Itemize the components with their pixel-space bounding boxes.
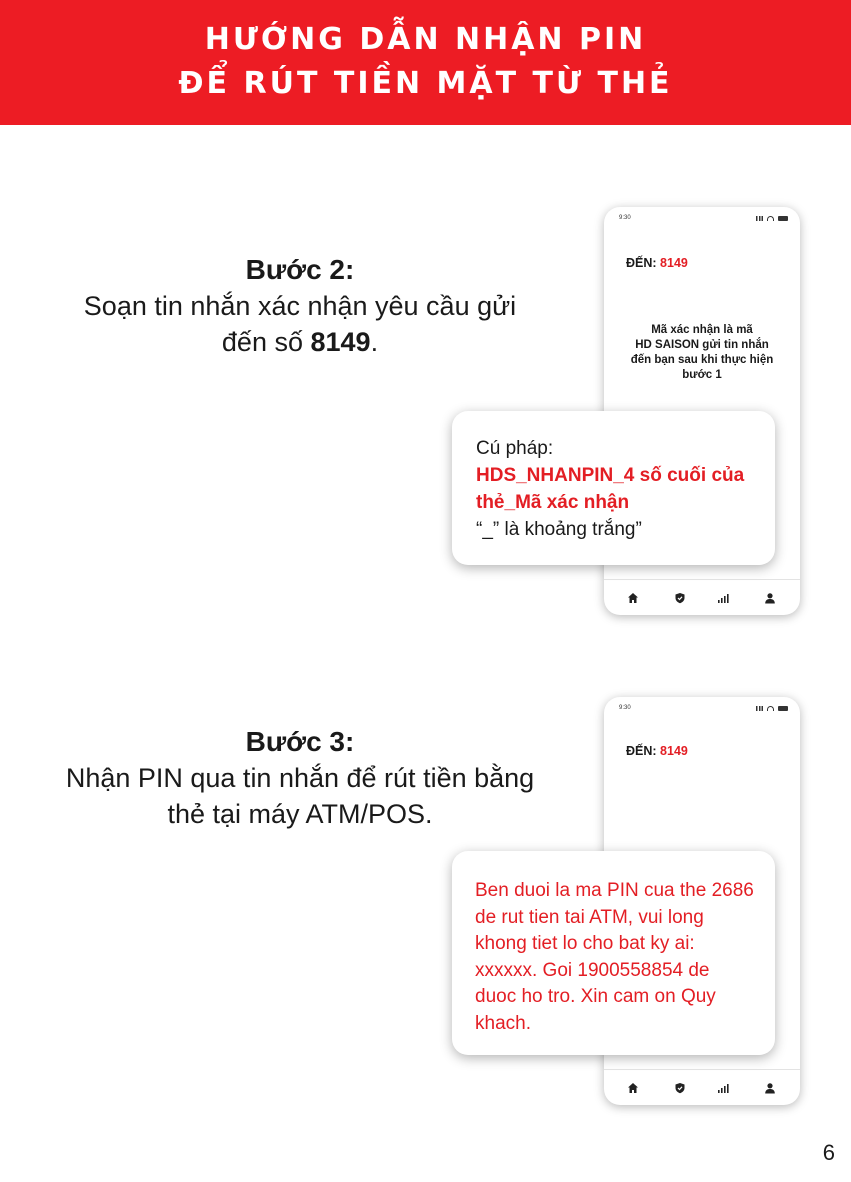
home-icon xyxy=(627,1082,639,1096)
signal-bars-icon xyxy=(756,706,763,711)
home-icon xyxy=(627,592,639,606)
note-line3: đến bạn sau khi thực hiện xyxy=(630,354,774,366)
recipient-label: ĐẾN: xyxy=(626,256,657,270)
step2-text-line2 xyxy=(40,324,560,360)
status-icons xyxy=(756,706,788,711)
status-bar xyxy=(604,207,800,229)
signal-icon xyxy=(717,1082,729,1096)
pin-message-line1: Ben duoi la ma PIN cua the 2686 xyxy=(475,880,754,901)
recipient-number: 8149 xyxy=(660,744,688,758)
status-time: 9:30 xyxy=(619,215,631,221)
pin-message-line3: khong tiet lo cho bat ky ai: xyxy=(475,933,695,954)
recipient-label: ĐẾN: xyxy=(626,744,657,758)
syntax-line1: HDS_NHANPIN_4 số cuối của xyxy=(476,465,745,486)
user-icon xyxy=(764,1082,776,1096)
syntax-hint: “_” là khoảng trắng” xyxy=(476,519,642,540)
step2-heading: Bước 2: xyxy=(245,254,355,285)
note-line2: HD SAISON gửi tin nhắn xyxy=(635,339,769,351)
pin-message-line2: de rut tien tai ATM, vui long xyxy=(475,906,704,928)
step2-text-line1: Soạn tin nhắn xác nhận yêu cầu gửi xyxy=(83,291,517,321)
phone-bottom-nav xyxy=(604,579,800,615)
step3-heading: Bước 3: xyxy=(245,726,355,757)
shield-icon xyxy=(674,1082,686,1096)
status-icons xyxy=(756,216,788,221)
pin-message-line6: khach. xyxy=(475,1012,531,1034)
shield-icon xyxy=(674,592,686,606)
status-bar xyxy=(604,697,800,719)
note-line4: bước 1 xyxy=(682,369,722,381)
note-line1: Mã xác nhận là mã xyxy=(651,324,753,336)
user-icon xyxy=(764,592,776,606)
confirmation-code-note xyxy=(616,323,788,383)
step3-text-line1: Nhận PIN qua tin nhắn để rút tiền bằng xyxy=(65,763,535,793)
header-title-line1: HƯỚNG DẪN NHẬN PIN xyxy=(204,22,647,57)
signal-icon xyxy=(717,592,729,606)
step2-text-block xyxy=(40,252,560,360)
syntax-line2: thẻ_Mã xác nhận xyxy=(476,492,630,513)
pin-message-line4: xxxxxx. Goi 1900558854 de xyxy=(475,959,710,981)
header-banner xyxy=(0,0,851,125)
page-number: 6 xyxy=(822,1140,835,1165)
step3-text-block xyxy=(40,724,560,832)
header-title-line2: ĐỂ RÚT TIỀN MẶT TỪ THẺ xyxy=(178,66,673,101)
wifi-icon xyxy=(767,706,774,711)
pin-message-bubble xyxy=(452,851,775,1055)
battery-icon xyxy=(778,706,788,711)
step2-number: 8149 xyxy=(310,327,371,357)
phone-bottom-nav xyxy=(604,1069,800,1105)
syntax-message-bubble xyxy=(452,411,775,565)
recipient-number: 8149 xyxy=(660,256,688,270)
status-time: 9:30 xyxy=(619,705,631,711)
wifi-icon xyxy=(767,216,774,221)
battery-icon xyxy=(778,216,788,221)
syntax-label: Cú pháp: xyxy=(476,438,554,459)
step3-text-line2: thẻ tại máy ATM/POS. xyxy=(167,799,433,829)
step2-text-prefix: đến số xyxy=(221,327,311,357)
step2-text-suffix: . xyxy=(370,327,379,357)
step2-recipient xyxy=(626,256,688,270)
pin-message-line5: duoc ho tro. Xin cam on Quy xyxy=(475,986,716,1007)
signal-bars-icon xyxy=(756,216,763,221)
step3-recipient xyxy=(626,744,688,758)
